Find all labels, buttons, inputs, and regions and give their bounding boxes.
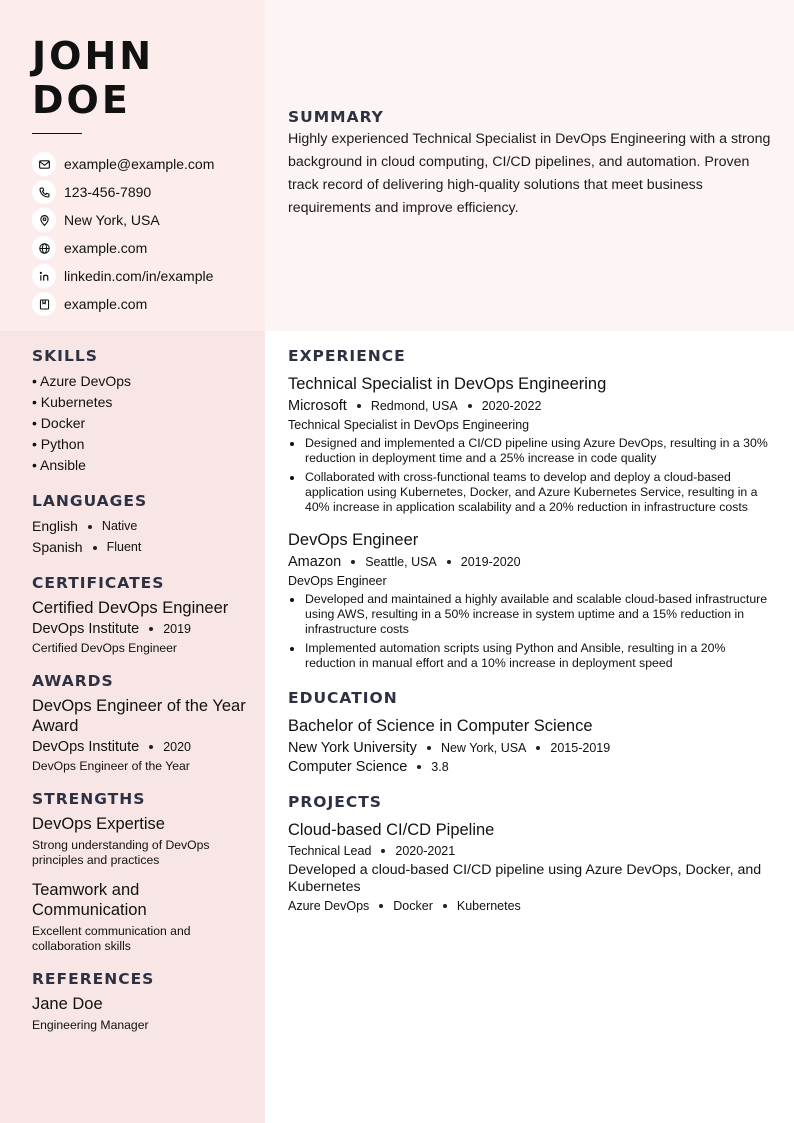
reference-role: Engineering Manager [32, 1018, 149, 1032]
summary-section [288, 108, 772, 220]
job-bullets [288, 436, 772, 515]
experience-heading: EXPERIENCE [288, 347, 406, 365]
contact-email[interactable] [32, 150, 262, 178]
job-bullet: Implemented automation scripts using Python and Ansible, resulting in a 20% reduction in manual effort and a 10% increase in deployment speed [288, 641, 772, 671]
globe-icon [32, 236, 56, 260]
certificate-year: 2019 [163, 622, 191, 636]
education-school: New York University [288, 740, 417, 756]
skills-heading: SKILLS [32, 347, 98, 365]
contact-email-text: example@example.com [64, 156, 215, 172]
strength-name: DevOps Expertise [32, 815, 165, 833]
job-dates: 2020-2022 [481, 399, 542, 413]
experience-section [288, 347, 772, 671]
project-dates: 2020-2021 [395, 844, 456, 858]
certificates-heading: CERTIFICATES [32, 574, 165, 592]
education-field-row [288, 759, 772, 775]
certificate-issuer: DevOps Institute [32, 621, 140, 637]
skill-item: • Docker [32, 415, 86, 431]
separator-dot [381, 849, 385, 853]
language-name: English [32, 518, 78, 534]
strengths-section [32, 790, 254, 954]
project-tech [288, 899, 772, 913]
project-tech-item: Docker [393, 899, 433, 913]
separator-dot [417, 765, 421, 769]
language-level: Native [101, 519, 138, 533]
location-icon [32, 208, 56, 232]
awards-heading: AWARDS [32, 672, 114, 690]
job-entry [288, 373, 772, 515]
reference-name: Jane Doe [32, 995, 103, 1013]
job-title: Technical Specialist in DevOps Engineering [288, 375, 607, 393]
separator-dot [149, 745, 153, 749]
separator-dot [351, 560, 355, 564]
job-company: Microsoft [288, 398, 347, 414]
skill-item: • Azure DevOps [32, 373, 132, 389]
separator-dot [447, 560, 451, 564]
language-item [32, 537, 254, 558]
contact-list [32, 150, 262, 318]
project-description: Developed a cloud-based CI/CD pipeline using Azure DevOps, Docker, and Kubernetes [288, 862, 762, 895]
job-bullet: Developed and maintained a highly available and scalable cloud-based infrastructure using AWS, resulting in a 50% increase in system uptime and a 15% reduction in infrastructure costs [288, 592, 772, 637]
languages-section [32, 492, 254, 558]
project-meta [288, 844, 772, 858]
awards-section [32, 672, 254, 774]
contact-location-text: New York, USA [64, 212, 160, 228]
separator-dot [468, 404, 472, 408]
bookmark-icon [32, 292, 56, 316]
job-bullet: Collaborated with cross-functional teams to develop and deploy a cloud-based application using Kubernetes, Docker, and Azure Kubernetes Service, resulting in a 40% increase in application scalability and a 20% reduction in infrastructure costs [288, 470, 772, 515]
projects-section [288, 793, 772, 913]
sidebar-sections [32, 347, 254, 1049]
candidate-name: JOHN DOE [32, 34, 155, 122]
education-location: New York, USA [440, 741, 527, 755]
project-name: Cloud-based CI/CD Pipeline [288, 821, 495, 839]
award-name: DevOps Engineer of the Year Award [32, 697, 246, 735]
job-meta [288, 554, 772, 570]
award-description: DevOps Engineer of the Year [32, 759, 190, 773]
certificate-description: Certified DevOps Engineer [32, 641, 177, 655]
phone-icon [32, 180, 56, 204]
language-name: Spanish [32, 539, 83, 555]
strength-item [32, 880, 254, 954]
language-item [32, 516, 254, 537]
contact-location [32, 206, 262, 234]
separator-dot [427, 746, 431, 750]
project-role: Technical Lead [288, 844, 372, 858]
job-title: DevOps Engineer [288, 531, 419, 549]
contact-website[interactable] [32, 234, 262, 262]
education-gpa: 3.8 [431, 760, 449, 774]
job-location: Seattle, USA [365, 555, 437, 569]
job-location: Redmond, USA [370, 399, 458, 413]
strength-description: Strong understanding of DevOps principles and practices [32, 838, 210, 867]
skill-item: • Ansible [32, 457, 86, 473]
project-tech-item: Kubernetes [456, 899, 521, 913]
education-dates: 2015-2019 [550, 741, 611, 755]
job-role: Technical Specialist in DevOps Engineering [288, 418, 530, 432]
references-heading: REFERENCES [32, 970, 155, 988]
skill-item: • Python [32, 436, 85, 452]
award-meta [32, 739, 254, 755]
job-bullet: Designed and implemented a CI/CD pipeline using Azure DevOps, resulting in a 30% reduction in deployment time and a 25% increase in code quality [288, 436, 772, 466]
languages-heading: LANGUAGES [32, 492, 148, 510]
certificates-section [32, 574, 254, 656]
award-issuer: DevOps Institute [32, 739, 140, 755]
job-entry [288, 529, 772, 671]
separator-dot [88, 525, 92, 529]
strengths-heading: STRENGTHS [32, 790, 146, 808]
name-divider [32, 133, 82, 134]
project-tech-item: Azure DevOps [288, 899, 370, 913]
separator-dot [536, 746, 540, 750]
contact-website-text: example.com [64, 240, 148, 256]
contact-phone-text: 123-456-7890 [64, 184, 152, 200]
certificate-meta [32, 621, 254, 637]
strength-item [32, 814, 254, 868]
job-company: Amazon [288, 554, 342, 570]
skills-section [32, 347, 254, 476]
contact-linkedin[interactable] [32, 262, 262, 290]
strength-description: Excellent communication and collaboration skills [32, 924, 191, 953]
separator-dot [93, 546, 97, 550]
references-section [32, 970, 254, 1033]
award-year: 2020 [163, 740, 191, 754]
contact-portfolio-text: example.com [64, 296, 148, 312]
certificate-name: Certified DevOps Engineer [32, 599, 229, 617]
education-heading: EDUCATION [288, 689, 398, 707]
projects-heading: PROJECTS [288, 793, 382, 811]
education-section [288, 689, 772, 775]
contact-linkedin-text: linkedin.com/in/example [64, 268, 214, 284]
separator-dot [149, 627, 153, 631]
separator-dot [357, 404, 361, 408]
separator-dot [379, 904, 383, 908]
linkedin-icon [32, 264, 56, 288]
job-role: DevOps Engineer [288, 574, 387, 588]
education-meta [288, 740, 772, 756]
strength-name: Teamwork and Communication [32, 881, 147, 919]
contact-portfolio[interactable] [32, 290, 262, 318]
summary-heading: SUMMARY [288, 108, 384, 126]
job-meta [288, 398, 772, 414]
job-bullets [288, 592, 772, 671]
skill-item: • Kubernetes [32, 394, 113, 410]
mail-icon [32, 152, 56, 176]
education-field: Computer Science [288, 759, 408, 775]
summary-text: Highly experienced Technical Specialist in DevOps Engineering with a strong background in cloud computing, CI/CD pipelines, and automation. Proven track record of delivering high-quality solutions that meet business requirements and improve efficiency. [288, 131, 771, 216]
language-level: Fluent [106, 540, 142, 554]
contact-phone[interactable] [32, 178, 262, 206]
main-sections [288, 347, 772, 931]
job-dates: 2019-2020 [460, 555, 521, 569]
education-degree: Bachelor of Science in Computer Science [288, 717, 593, 735]
separator-dot [443, 904, 447, 908]
